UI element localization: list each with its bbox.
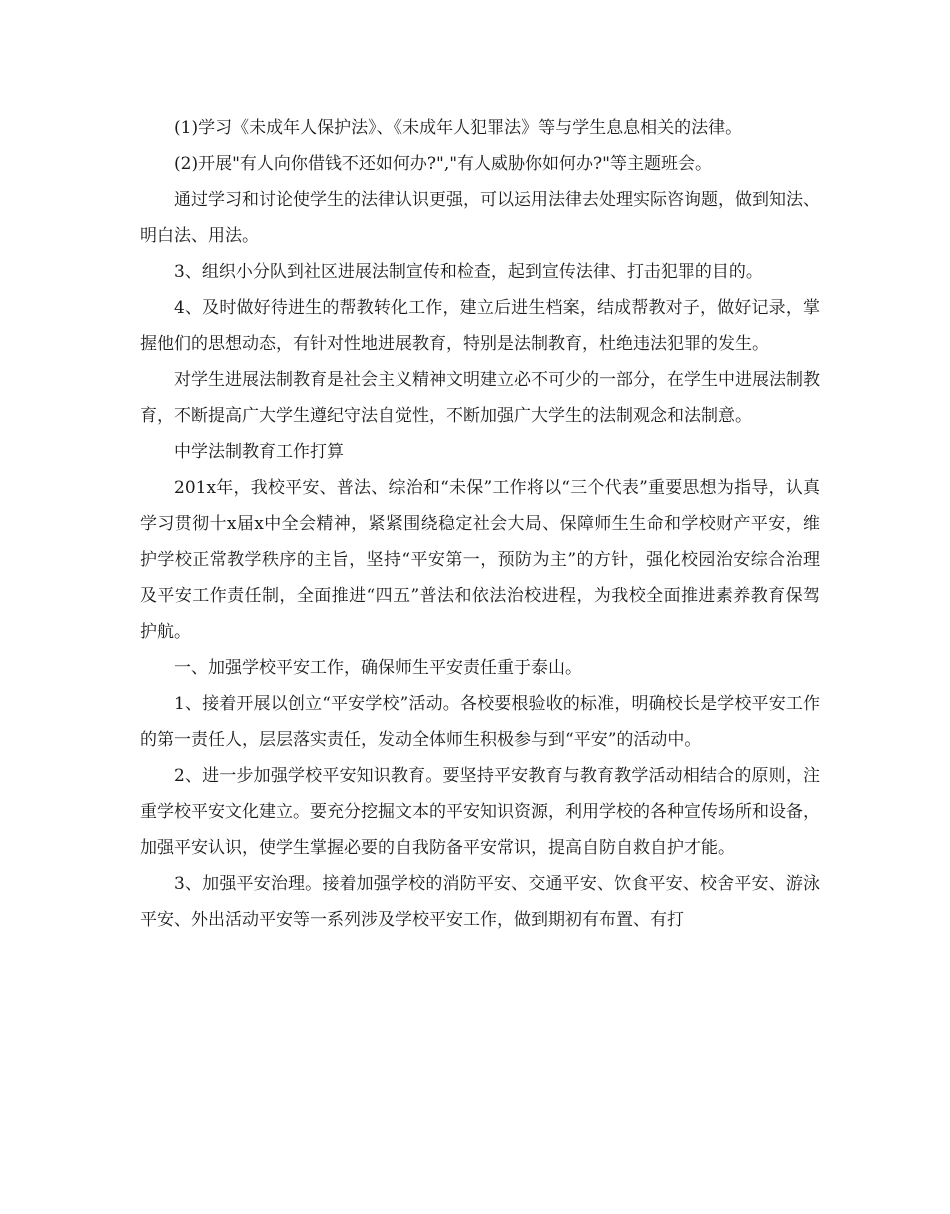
paragraph-legal-education: 对学生进展法制教育是社会主义精神文明建立必不可少的一部分，在学生中进展法制教育，不断提高广大学生遵纪守法自觉性，不断加强广大学生的法制观念和法制意。: [140, 370, 820, 426]
paragraph-item-one: 1、接着开展以创立“平安学校”活动。各校要根验收的标准，明确校长是学校平安工作的第一责任人，层层落实责任，发动全体师生积极参与到“平安”的活动中。: [140, 694, 820, 750]
paragraph-item-three: 3、加强平安治理。接着加强学校的消防平安、交通平安、饮食平安、校舍平安、游泳平安、外出活动平安等一系列涉及学校平安工作，做到期初有布置、有打: [140, 874, 820, 930]
paragraph-student-support: 4、及时做好待进生的帮教转化工作，建立后进生档案，结成帮教对子，做好记录，掌握他们的思想动态，有针对性地进展教育，特别是法制教育，杜绝违法犯罪的发生。: [140, 298, 820, 354]
paragraph-section-one: 一、加强学校平安工作，确保师生平安责任重于泰山。: [174, 658, 582, 678]
paragraph-class-meeting: (2)开展"有人向你借钱不还如何办?","有人威胁你如何办?"等主题班会。: [174, 154, 712, 174]
paragraph-community-team: 3、组织小分队到社区进展法制宣传和检查，起到宣传法律、打击犯罪的目的。: [174, 262, 763, 282]
section-heading: 中学法制教育工作打算: [174, 442, 344, 462]
document-page: [140, 110, 820, 938]
paragraph-law-study: (1)学习《未成年人保护法》、《未成年人犯罪法》等与学生息息相关的法律。: [174, 118, 743, 138]
paragraph-item-two: 2、进一步加强学校平安知识教育。要坚持平安教育与教育教学活动相结合的原则，注重学校平安文化建立。要充分挖掘文本的平安知识资源，利用学校的各种宣传场所和设备，加强平安认识，使学生掌握必要的自我防备平安常识，提高自防自救自护才能。: [140, 766, 820, 858]
paragraph-legal-awareness: 通过学习和讨论使学生的法律认识更强，可以运用法律去处理实际咨询题，做到知法、明白法、用法。: [140, 190, 820, 246]
paragraph-annual-plan: 201x年，我校平安、普法、综治和“未保”工作将以“三个代表”重要思想为指导，认真学习贯彻十x届x中全会精神，紧紧围绕稳定社会大局、保障师生生命和学校财产平安，维护学校正常教学秩序的主旨，坚持“平安第一，预防为主”的方针，强化校园治安综合治理及平安工作责任制，全面推进“四五”普法和依法治校进程，为我校全面推进素养教育保驾护航。: [140, 478, 820, 642]
